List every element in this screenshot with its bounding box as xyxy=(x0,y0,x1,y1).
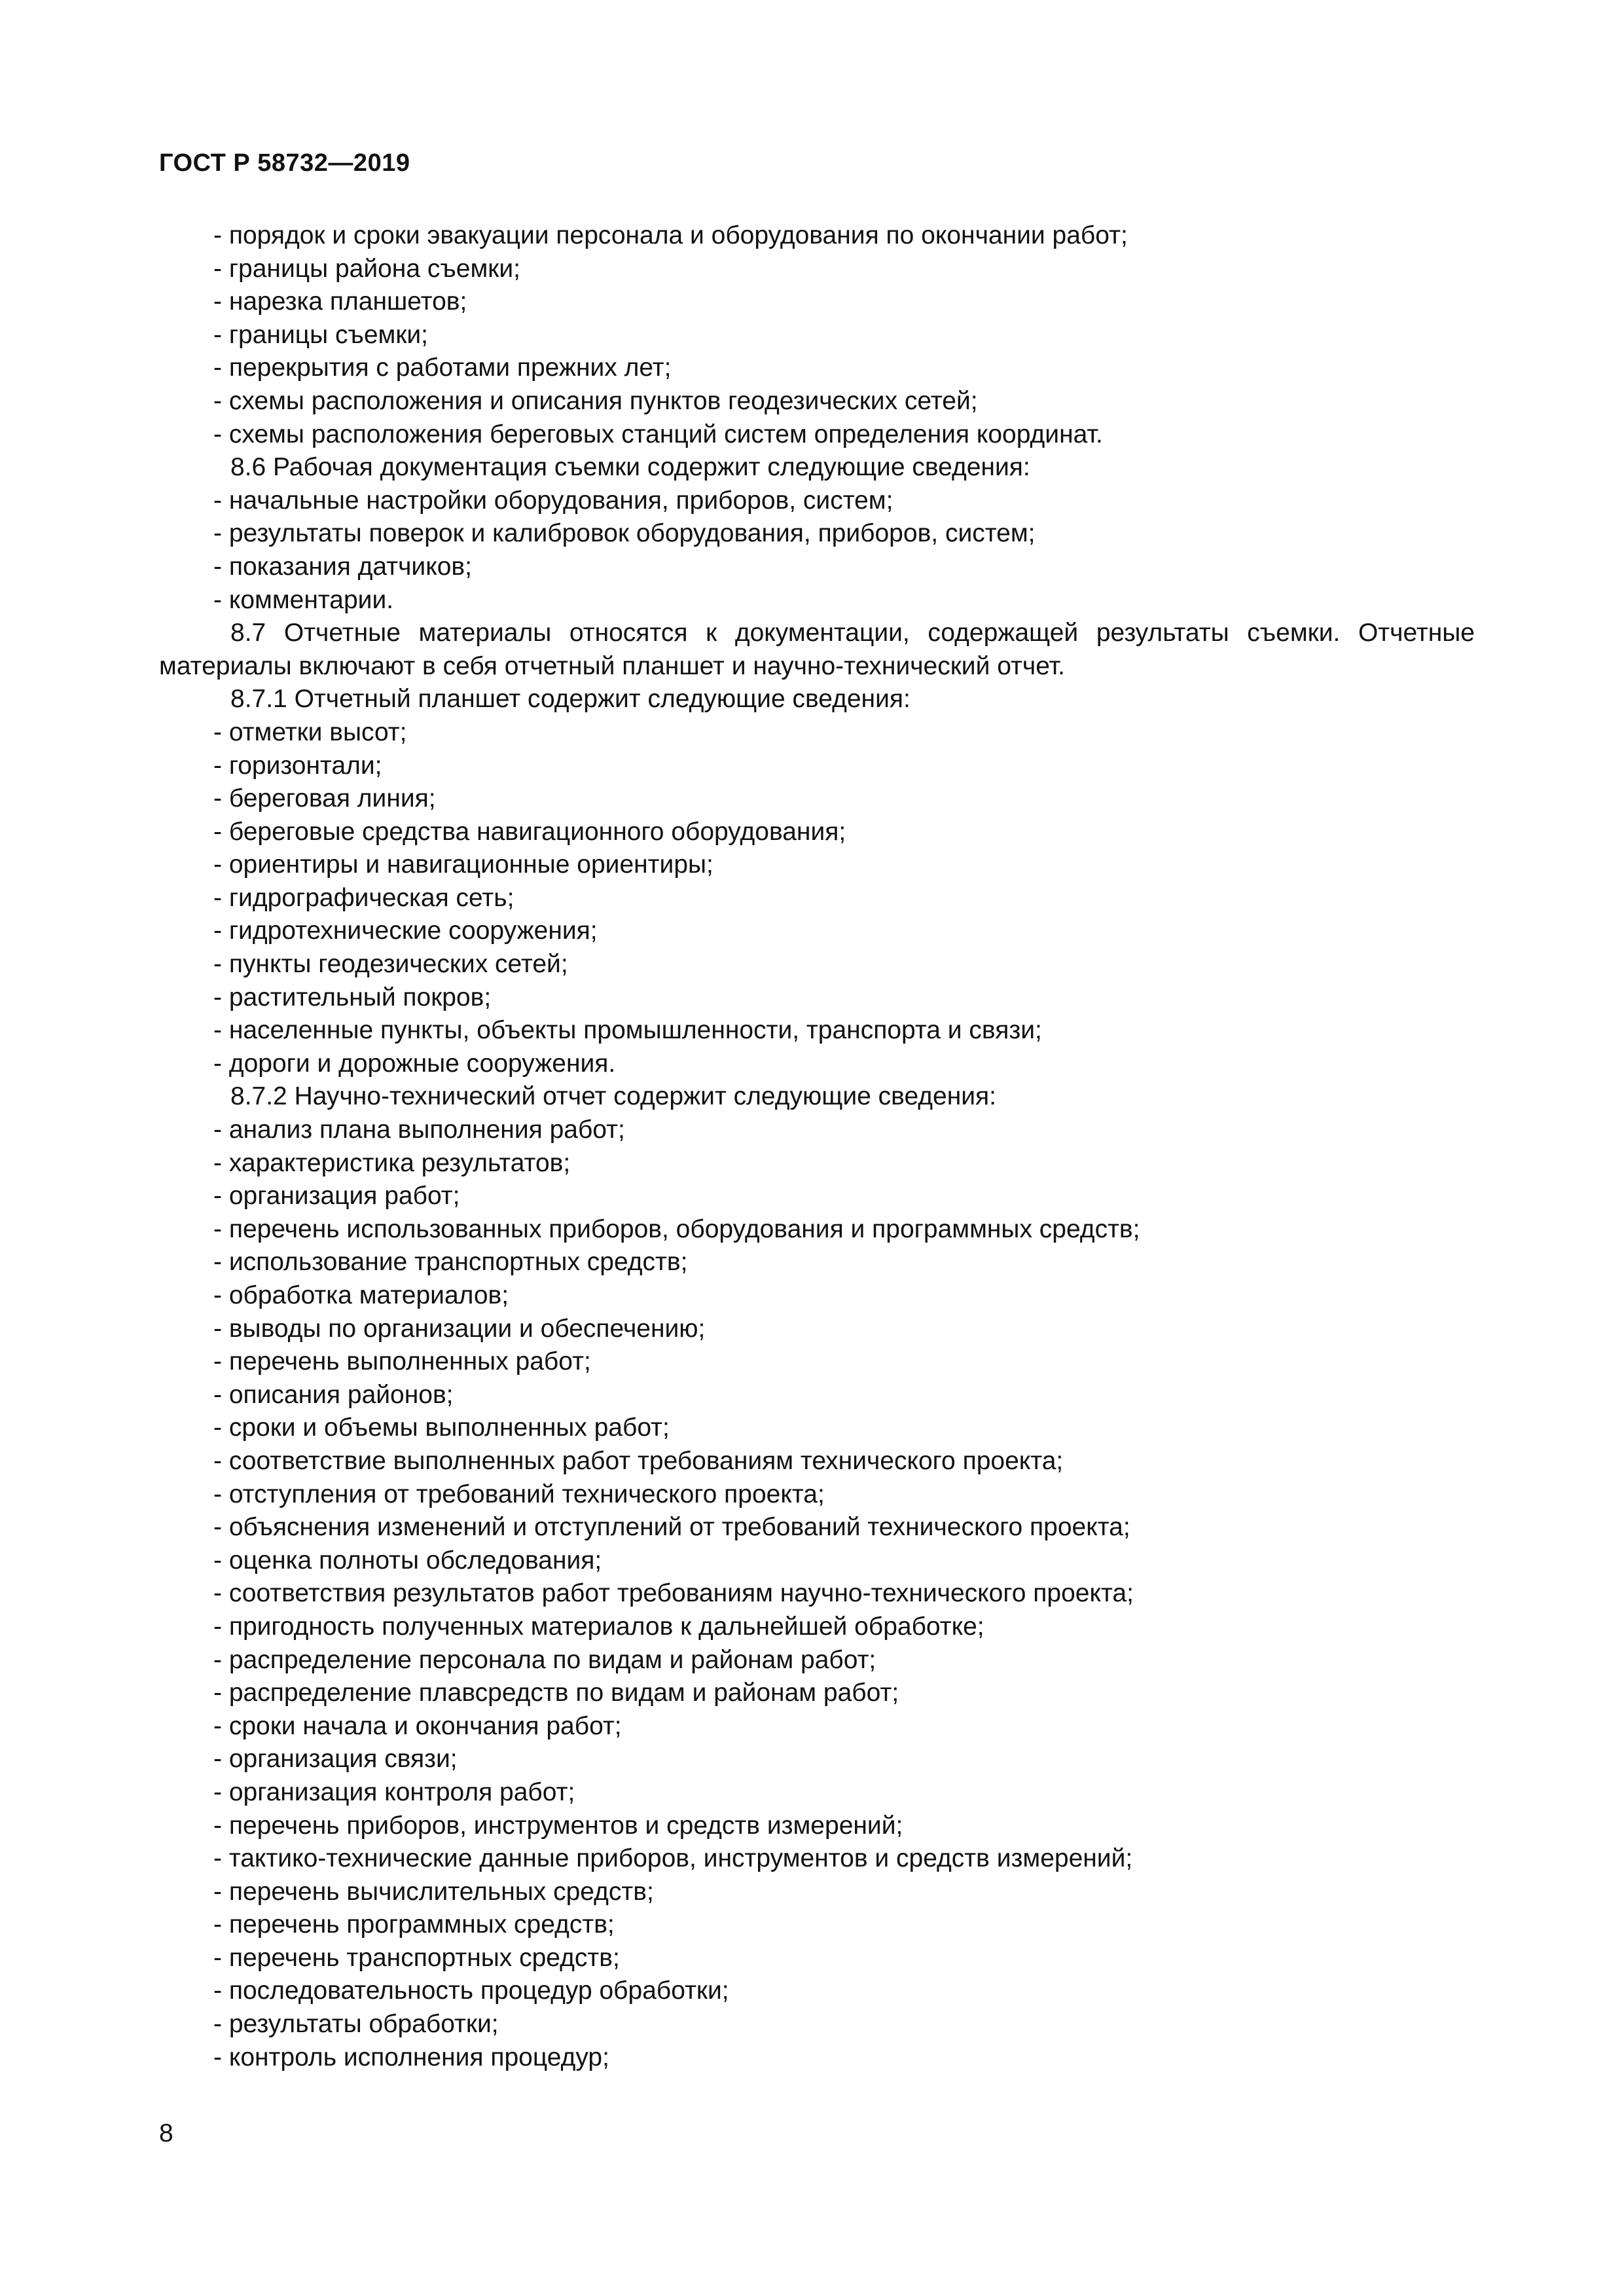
list-item: - схемы расположения и описания пунктов геодезических сетей; xyxy=(213,386,978,415)
list-item: - береговая линия; xyxy=(213,784,436,813)
list-item: - схемы расположения береговых станций систем определения координат. xyxy=(213,420,1103,448)
section-heading: 8.7.2 Научно-технический отчет содержит следующие сведения: xyxy=(230,1082,996,1111)
list-item: - показания датчиков; xyxy=(213,552,472,581)
list-item: - организация контроля работ; xyxy=(213,1777,575,1806)
list-item: - объяснения изменений и отступлений от требований технического проекта; xyxy=(213,1513,1130,1542)
list-item: - последовательность процедур обработки; xyxy=(213,1977,729,2005)
list-item: - начальные настройки оборудования, приборов, систем; xyxy=(213,486,893,515)
list-item: - анализ плана выполнения работ; xyxy=(213,1116,625,1144)
list-item: - сроки начала и окончания работ; xyxy=(213,1711,622,1740)
list-item: - растительный покров; xyxy=(213,983,492,1011)
list-item: - береговые средства навигационного оборудования; xyxy=(213,817,846,846)
list-item: - результаты обработки; xyxy=(213,2010,499,2039)
list-item: - нарезка планшетов; xyxy=(213,287,467,316)
document-header: ГОСТ Р 58732—2019 xyxy=(159,149,410,177)
list-item: - обработка материалов; xyxy=(213,1281,509,1309)
list-item: - горизонтали; xyxy=(213,751,382,780)
page-number: 8 xyxy=(159,2119,173,2147)
list-item: - отступления от требований технического проекта; xyxy=(213,1480,825,1508)
list-item: - организация связи; xyxy=(213,1745,458,1774)
list-item: - тактико-технические данные приборов, инструментов и средств измерений; xyxy=(213,1844,1133,1873)
list-item: - перечень использованных приборов, оборудования и программных средств; xyxy=(213,1214,1140,1243)
list-item: - пригодность полученных материалов к дальнейшей обработке; xyxy=(213,1612,984,1641)
list-item: - соответствие выполненных работ требованиям технического проекта; xyxy=(213,1446,1064,1475)
list-item: - населенные пункты, объекты промышленности, транспорта и связи; xyxy=(213,1016,1042,1045)
list-item: - порядок и сроки эвакуации персонала и оборудования по окончании работ; xyxy=(213,221,1128,249)
list-item: - границы района съемки; xyxy=(213,254,520,283)
list-item: - перечень вычислительных средств; xyxy=(213,1877,654,1906)
list-item: - ориентиры и навигационные ориентиры; xyxy=(213,850,713,879)
list-item: - характеристика результатов; xyxy=(213,1148,571,1177)
list-item: - сроки и объемы выполненных работ; xyxy=(213,1413,670,1442)
list-item: - гидротехнические сооружения; xyxy=(213,917,598,945)
list-item: - перечень приборов, инструментов и средств измерений; xyxy=(213,1811,903,1840)
list-item: - распределение плавсредств по видам и районам работ; xyxy=(213,1679,899,1707)
paragraph: 8.7 Отчетные материалы относятся к документации, содержащей результаты съемки. Отчетные материалы включают в себя отчетный планшет и научно-технический отчет. xyxy=(159,619,1475,680)
list-item: - выводы по организации и обеспечению; xyxy=(213,1314,706,1343)
section-heading: 8.6 Рабочая документация съемки содержит следующие сведения: xyxy=(230,453,1030,482)
document-body xyxy=(159,219,1475,2074)
list-item: - пункты геодезических сетей; xyxy=(213,950,568,979)
list-item: - границы съемки; xyxy=(213,320,429,349)
list-item: - комментарии. xyxy=(213,585,394,614)
list-item: - описания районов; xyxy=(213,1380,454,1409)
list-item: - распределение персонала по видам и районам работ; xyxy=(213,1645,876,1674)
list-item: - отметки высот; xyxy=(213,718,407,746)
list-item: - использование транспортных средств; xyxy=(213,1248,688,1277)
list-item: - организация работ; xyxy=(213,1182,460,1211)
section-heading: 8.7.1 Отчетный планшет содержит следующие сведения: xyxy=(230,685,911,714)
list-item: - перечень программных средств; xyxy=(213,1910,615,1939)
list-item: - соответствия результатов работ требованиям научно-технического проекта; xyxy=(213,1579,1134,1608)
list-item: - контроль исполнения процедур; xyxy=(213,2043,609,2071)
list-item: - результаты поверок и калибровок оборудования, приборов, систем; xyxy=(213,519,1036,548)
list-item: - перечень транспортных средств; xyxy=(213,1943,620,1972)
list-item: - оценка полноты обследования; xyxy=(213,1546,602,1575)
list-item: - гидрографическая сеть; xyxy=(213,883,514,912)
list-item: - перекрытия с работами прежних лет; xyxy=(213,354,672,382)
list-item: - перечень выполненных работ; xyxy=(213,1347,591,1376)
list-item: - дороги и дорожные сооружения. xyxy=(213,1049,616,1078)
